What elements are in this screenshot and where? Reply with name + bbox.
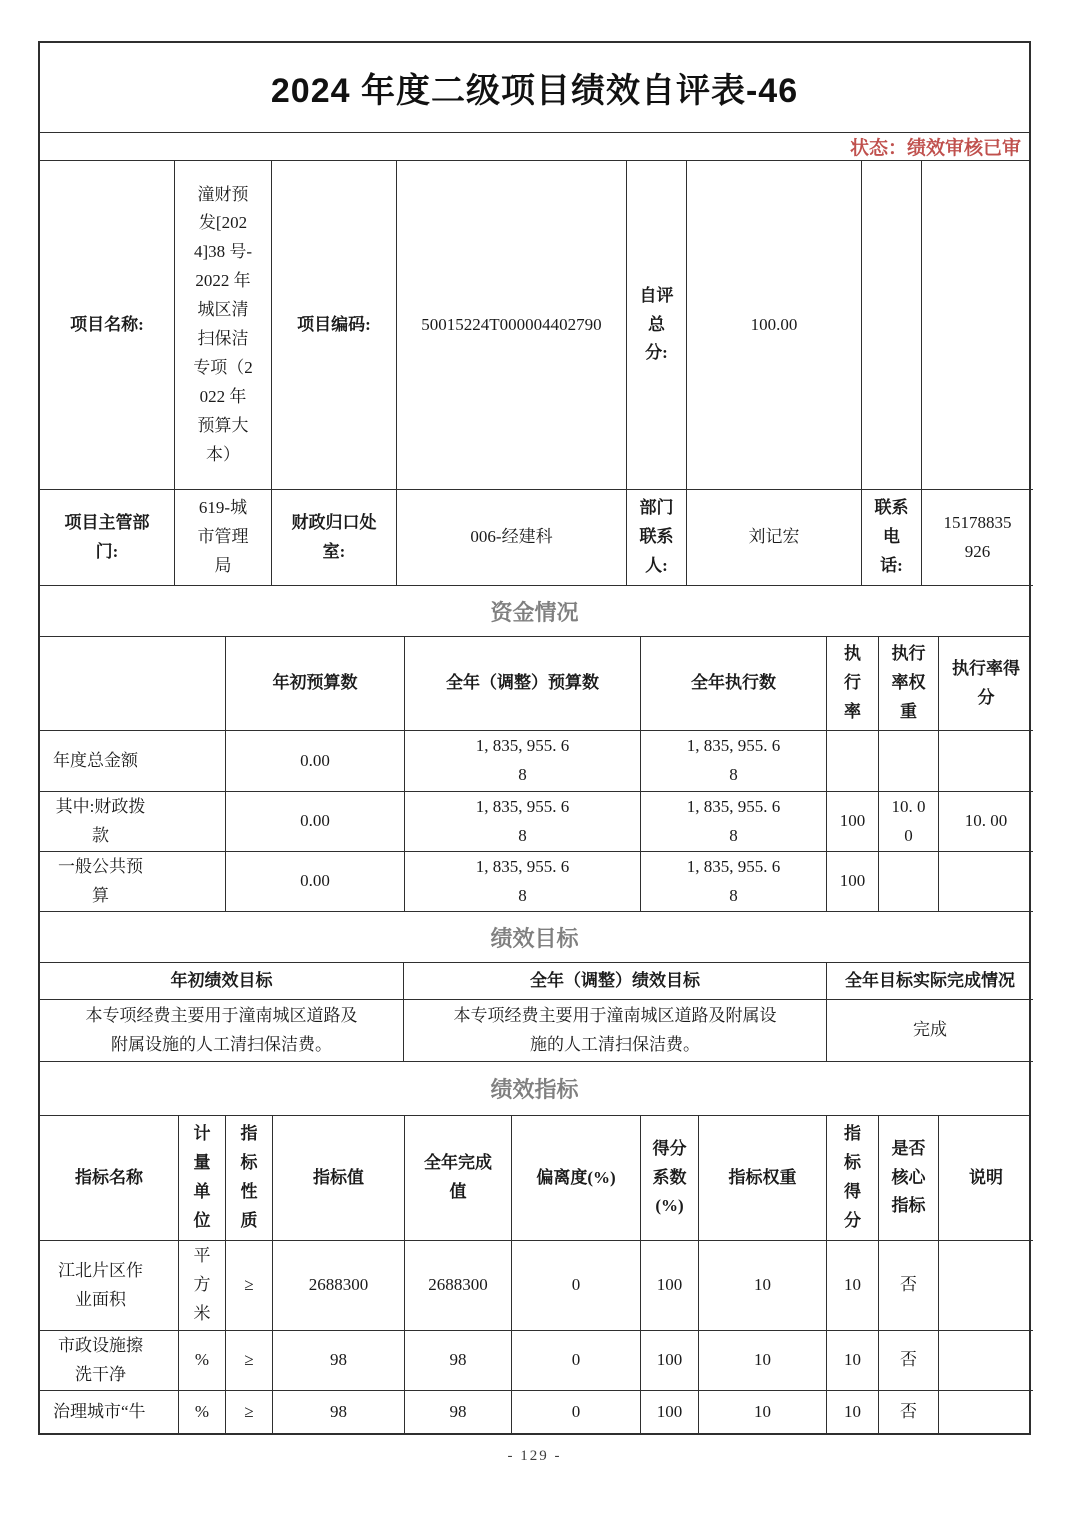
funding-header: 执行率权重 [879,637,939,731]
funding-score: 10. 00 [939,792,1033,852]
funding-executed: 1, 835, 955. 68 [641,852,827,912]
indicator-header: 指标得分 [827,1116,879,1241]
indicator-completed: 2688300 [405,1241,512,1331]
indicator-header: 指标权重 [699,1116,827,1241]
indicator-coefficient: 100 [641,1331,699,1391]
indicator-unit: 平方米 [179,1241,226,1331]
project-name-value: 潼财预发[2024]38 号-2022 年城区清扫保洁专项（2022 年预算大本） [175,161,272,490]
indicator-unit: % [179,1331,226,1391]
funding-rate: 100 [827,792,879,852]
indicator-weight: 10 [699,1241,827,1331]
funding-row-label: 年度总金额 [40,731,226,792]
indicator-unit: % [179,1391,226,1433]
self-score-label: 自评总分: [627,161,687,490]
indicator-score: 10 [827,1391,879,1433]
indicator-deviation: 0 [512,1391,641,1433]
targets-table [40,963,1029,1062]
indicator-header: 指标值 [273,1116,405,1241]
indicator-completed: 98 [405,1331,512,1391]
indicator-core: 否 [879,1391,939,1433]
contact-value: 刘记宏 [687,490,862,586]
indicator-header: 是否核心指标 [879,1116,939,1241]
indicator-note [939,1241,1033,1331]
page-title: 2024 年度二级项目绩效自评表-46 [40,43,1029,133]
indicator-header: 偏离度(%) [512,1116,641,1241]
basic-info-table [40,161,1029,586]
indicators-table [40,1116,1029,1433]
funding-section-title: 资金情况 [40,586,1029,637]
self-score-value: 100.00 [687,161,862,490]
page-number: - 129 - [507,1448,562,1464]
indicator-weight: 10 [699,1391,827,1433]
indicator-header: 指标名称 [40,1116,179,1241]
targets-header: 全年目标实际完成情况 [827,963,1033,1000]
indicators-section-title: 绩效指标 [40,1062,1029,1116]
dept-value: 619-城市管理局 [175,490,272,586]
funding-header: 全年（调整）预算数 [405,637,641,731]
indicator-note [939,1331,1033,1391]
targets-header: 年初绩效目标 [40,963,404,1000]
indicator-completed: 98 [405,1391,512,1433]
indicator-nature: ≥ [226,1241,273,1331]
funding-initial: 0.00 [226,852,405,912]
indicator-header: 得分系数(%) [641,1116,699,1241]
indicator-score: 10 [827,1241,879,1331]
indicator-header: 全年完成值 [405,1116,512,1241]
indicator-target: 98 [273,1391,405,1433]
empty-cell [862,161,922,490]
indicator-note [939,1391,1033,1433]
indicator-header: 说明 [939,1116,1033,1241]
target-completion: 完成 [827,1000,1033,1062]
indicator-score: 10 [827,1331,879,1391]
funding-header-empty [40,637,226,731]
funding-rate: 100 [827,852,879,912]
empty-cell [922,161,1033,490]
project-code-value: 50015224T000004402790 [397,161,627,490]
status-badge: 状态：绩效审核已审 [40,133,1029,161]
indicator-name: 江北片区作业面积 [40,1241,179,1331]
funding-header: 全年执行数 [641,637,827,731]
finance-office-label: 财政归口处室: [272,490,397,586]
funding-table [40,637,1029,912]
indicator-header: 指标性质 [226,1116,273,1241]
indicator-deviation: 0 [512,1331,641,1391]
funding-header: 执行率 [827,637,879,731]
indicator-core: 否 [879,1241,939,1331]
phone-label: 联系电话: [862,490,922,586]
funding-weight [879,852,939,912]
funding-header: 执行率得分 [939,637,1033,731]
funding-adjusted: 1, 835, 955. 68 [405,852,641,912]
funding-adjusted: 1, 835, 955. 68 [405,731,641,792]
funding-score [939,731,1033,792]
indicator-nature: ≥ [226,1391,273,1433]
targets-section-title: 绩效目标 [40,912,1029,963]
indicator-coefficient: 100 [641,1391,699,1433]
indicator-target: 2688300 [273,1241,405,1331]
funding-initial: 0.00 [226,731,405,792]
indicator-target: 98 [273,1331,405,1391]
indicator-coefficient: 100 [641,1241,699,1331]
funding-row-label: 其中:财政拨款 [40,792,226,852]
funding-weight: 10. 00 [879,792,939,852]
indicator-weight: 10 [699,1331,827,1391]
indicator-deviation: 0 [512,1241,641,1331]
funding-score [939,852,1033,912]
indicator-name: 市政设施擦洗干净 [40,1331,179,1391]
indicator-nature: ≥ [226,1331,273,1391]
target-initial: 本专项经费主要用于潼南城区道路及附属设施的人工清扫保洁费。 [40,1000,404,1062]
indicator-header: 计量单位 [179,1116,226,1241]
phone-value: 15178835926 [922,490,1033,586]
indicator-core: 否 [879,1331,939,1391]
target-adjusted: 本专项经费主要用于潼南城区道路及附属设施的人工清扫保洁费。 [404,1000,827,1062]
contact-label: 部门联系人: [627,490,687,586]
funding-row-label: 一般公共预算 [40,852,226,912]
project-name-label: 项目名称: [40,161,175,490]
dept-label: 项目主管部门: [40,490,175,586]
funding-executed: 1, 835, 955. 68 [641,792,827,852]
self-evaluation-form [38,41,1031,1435]
funding-rate [827,731,879,792]
funding-adjusted: 1, 835, 955. 68 [405,792,641,852]
targets-header: 全年（调整）绩效目标 [404,963,827,1000]
indicator-name: 治理城市“牛 [40,1391,179,1433]
finance-office-value: 006-经建科 [397,490,627,586]
funding-weight [879,731,939,792]
funding-initial: 0.00 [226,792,405,852]
funding-executed: 1, 835, 955. 68 [641,731,827,792]
project-code-label: 项目编码: [272,161,397,490]
funding-header: 年初预算数 [226,637,405,731]
